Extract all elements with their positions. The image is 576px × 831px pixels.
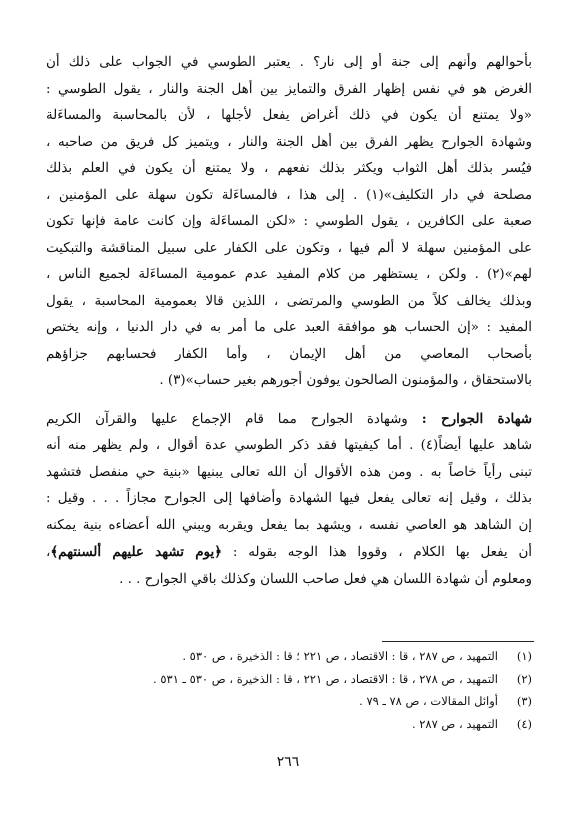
footnote — [46, 690, 532, 713]
text-line: الغرض هو في نفس إظهار الفرق والتمايز بين أهل الجنة والنار ، يقول الطوسي : — [46, 81, 532, 97]
text-line — [46, 539, 532, 567]
text-line: فيُسر بذلك أهل الثواب ويكثر بذلك نفعهم ، ولا يمتنع أن يكون في العلم بذلك — [46, 161, 532, 176]
text-line — [46, 406, 532, 434]
text-line: وبذلك يخالف كلاً من الطوسي والمرتضى ، اللذين قالا بعمومية المحاسبة ، يقول — [46, 293, 532, 309]
text-line: إن الشاهد هو العاصي نفسه ، ويشهد بما يفعل ويقربه ويبني الله أعضاءه بنية يمكنه — [46, 517, 532, 533]
quran-verse: ﴿يوم تشهد عليهم ألسنتهم﴾ — [50, 544, 223, 560]
footnote — [46, 645, 532, 668]
text-line: «ولا يمتنع أن يكون في ذلك أغراض يفعل لأجلها ، لأن بالمحاسبة والمساءَلة — [46, 108, 532, 123]
text-line: تبنى رأياً خاصاً به . ومن هذه الأقوال أن الله تعالى يبنيها «بنية حي منفصل فتشهد — [46, 464, 532, 480]
footnote-number: (٢) — [516, 671, 532, 686]
footnote-number: (٣) — [516, 694, 532, 708]
text-line: مصلحة في دار التكليف»(١) . إلى هذا ، فالمساءَلة تكون سهلة على المؤمنين ، — [46, 187, 532, 203]
main-text — [46, 50, 532, 593]
footnote-text: التمهيد ، ص ٢٨٧ . — [411, 716, 498, 731]
text-line: وشهادة الجوارح يظهر الفرق بين أهل الجنة والنار ، ويتميز كل فريق من صاحبه ، — [46, 134, 532, 150]
section-heading: شهادة الجوارح : — [421, 410, 532, 427]
text-line: شاهد عليها أيضاً(٤) . أما كيفيتها فقد ذكر الطوسي عدة أقوال ، ولم يظهر منه أنه — [46, 438, 532, 453]
paragraph-1 — [46, 50, 532, 395]
footnote-text: أوائل المقالات ، ص ٧٨ ـ ٧٩ . — [359, 694, 498, 708]
text-line: ومعلوم أن شهادة اللسان هي فعل صاحب اللسان وكذلك باقي الجوارح . . . — [119, 571, 532, 587]
text-line: بذلك ، وقيل إنه تعالى يفعل فيها الشهادة وأضافها إلى الجوارح مجازاً . . . وقيل : — [46, 491, 532, 506]
heading-line-rest: وشهادة الجوارح مما قام الإجماع عليها والقرآن الكريم — [46, 411, 408, 427]
text-line: بأصحاب المعاصي من أهل الإيمان ، وأما الكفار فحسابهم جزاؤهم — [46, 346, 532, 362]
footnote-text: التمهيد ، ص ٢٧٨ ، قا : الاقتصاد ، ص ٢٢١ ، قا : الذخيرة ، ص ٥٣٠ ـ ٥٣١ . — [153, 671, 498, 686]
aya-comma: ، — [46, 545, 51, 560]
text-line: بأحوالهم وأنهم إلى جنة أو إلى نار؟ . يعتبر الطوسي في الجواب على ذلك أن — [46, 55, 532, 70]
footnote — [46, 668, 532, 691]
aya-intro: أن يفعل بها الكلام ، وقووا هذا الوجه بقوله : — [232, 545, 532, 560]
page-number: ٢٦٦ — [276, 754, 300, 770]
text-line: لهم»(٢) . ولكن ، يستظهر من كلام المفيد عدم عمومية المساءَلة لجميع الناس ، — [46, 267, 532, 282]
text-line: بالاستحقاق ، والمؤمنون الصالحون يوفون أجورهم بغير حساب»(٣) . — [159, 373, 532, 388]
footnote-text: التمهيد ، ص ٢٨٧ ، قا : الاقتصاد ، ص ٢٢١ ؛ قا : الذخيرة ، ص ٥٣٠ . — [182, 649, 498, 663]
text-line: المفيد : «إن الحساب هو موافقة العبد على ما أمر به في دار الدنيا ، وإنه يختص — [46, 320, 532, 335]
paragraph-2 — [46, 406, 532, 594]
footnote — [46, 713, 532, 736]
text-line: على المؤمنين سهلة لا ألم فيها ، وتكون على الكفار على سبيل المناقشة والتبكيت — [46, 240, 532, 256]
text-line: صعبة على الكافرين ، يقول الطوسي : «لكن المساءَلة وإن كانت عامة فإنها تكون — [46, 214, 532, 229]
footnote-divider — [382, 641, 534, 642]
footnote-number: (١) — [516, 649, 532, 663]
footnotes — [46, 645, 532, 735]
footnote-number: (٤) — [516, 716, 532, 731]
